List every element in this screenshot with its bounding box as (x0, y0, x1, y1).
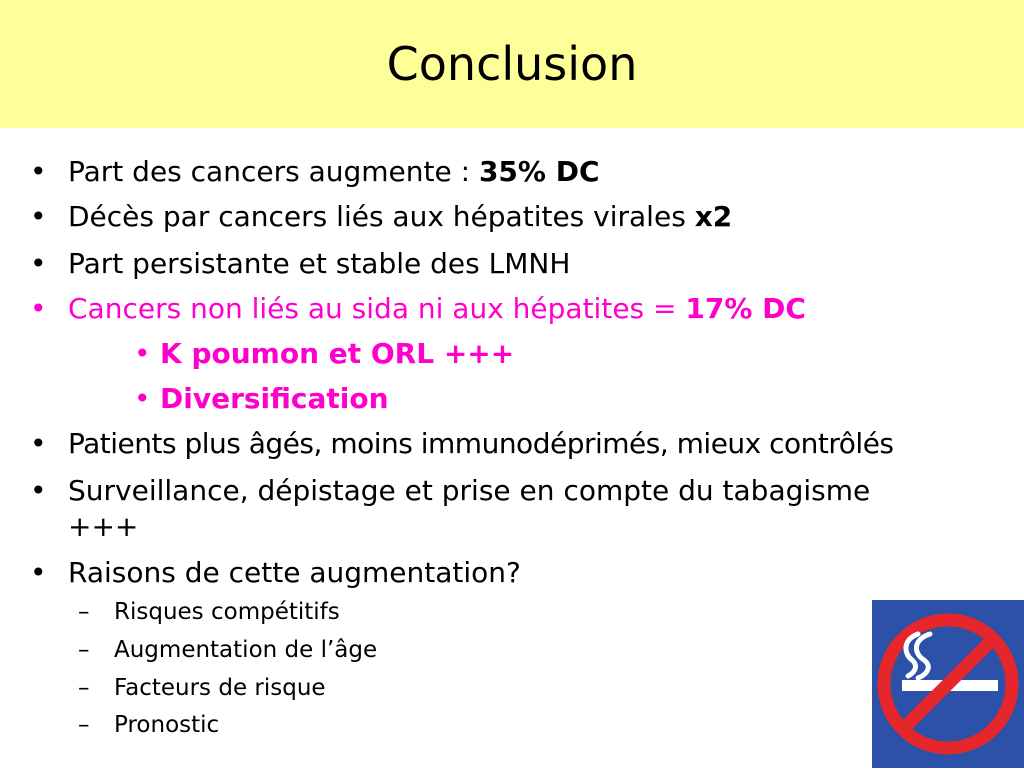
dash-text: Augmentation de l’âge (114, 637, 378, 663)
bullet-text: Cancers non liés au sida ni aux hépatites = (68, 292, 686, 325)
bullet-marker: • (30, 155, 47, 188)
bullet-text-continuation: +++ (68, 510, 139, 543)
bullet-text: Part des cancers augmente : (68, 155, 479, 188)
dash-marker: – (78, 675, 90, 701)
dash-text: Pronostic (114, 712, 220, 738)
bullet-emphasis: 17% DC (685, 292, 806, 325)
bullet-marker: • (134, 337, 151, 370)
bullet-marker: • (30, 200, 47, 233)
no-smoking-icon (872, 600, 1024, 768)
bullet-marker: • (30, 556, 47, 589)
dash-marker: – (78, 599, 90, 625)
bullet-marker: • (134, 382, 151, 415)
bullet-marker: • (30, 247, 47, 280)
bullet-text: K poumon et ORL +++ (160, 337, 515, 370)
dash-marker: – (78, 637, 90, 663)
bullet-text: Patients plus âgés, moins immunodéprimés, mieux contrôlés (68, 427, 894, 460)
dash-text: Risques compétitifs (114, 599, 340, 625)
bullet-text: Raisons de cette augmentation? (68, 556, 521, 589)
bullet-text: Surveillance, dépistage et prise en compte du tabagisme (68, 474, 871, 507)
bullet-text: Part persistante et stable des LMNH (68, 247, 571, 280)
dash-text: Facteurs de risque (114, 675, 326, 701)
dash-marker: – (78, 712, 90, 738)
bullet-marker: • (30, 474, 47, 507)
bullet-text: Diversification (160, 382, 389, 415)
bullet-emphasis: 35% DC (478, 155, 600, 188)
bullet-marker: • (30, 427, 47, 460)
bullet-marker: • (30, 292, 47, 325)
slide-title: Conclusion (386, 37, 638, 91)
bullet-emphasis: x2 (694, 200, 733, 233)
bullet-text: Décès par cancers liés aux hépatites virales (68, 200, 695, 233)
